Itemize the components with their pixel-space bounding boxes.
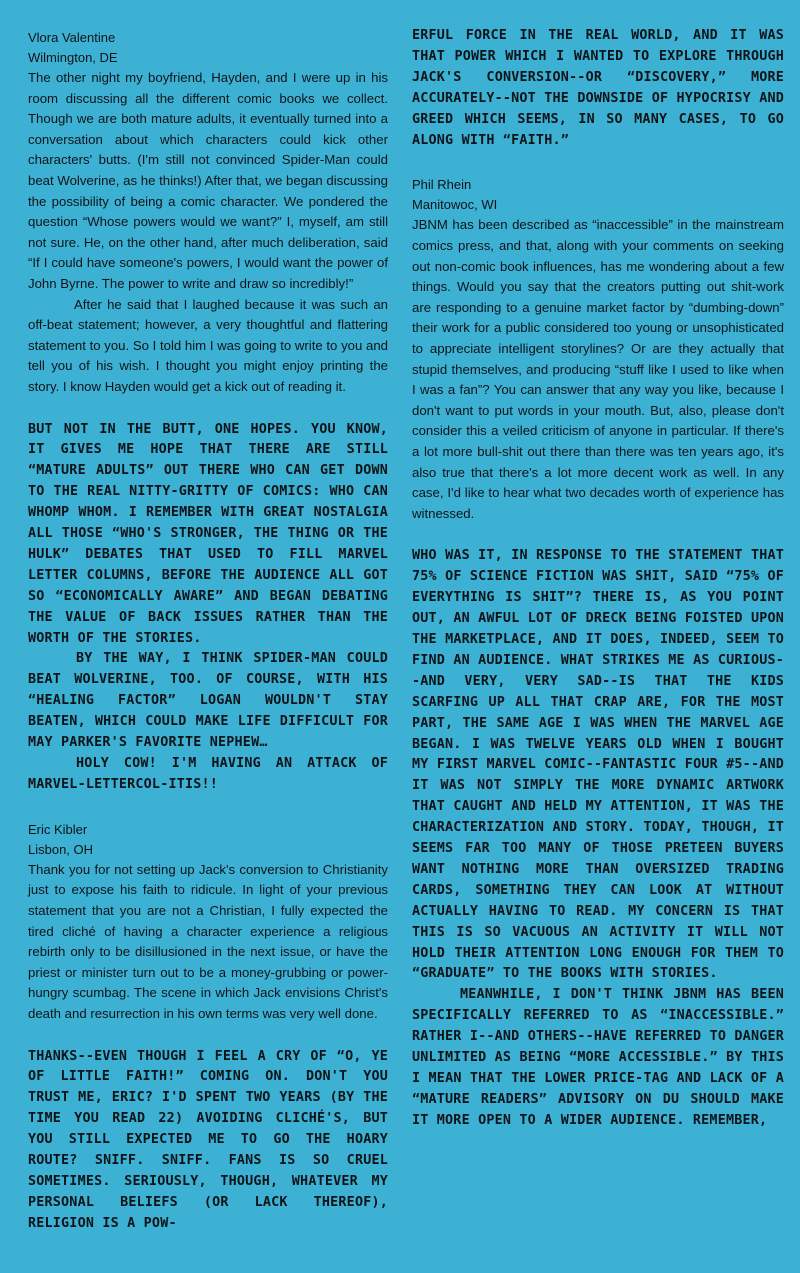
letter-paragraph: Thank you for not setting up Jack's conversion to Christianity just to expose his faith to ridicule. In light of your previous statement that you are not a Christian, I fully expected the tired cliché of having a character experience a religious rebirth only to be disillusioned in the next issue, or have the priest or minister turn out to be a money-grubbing or power-hungry scumbag. The scene in which Jack envisions Christ's death and resurrection in his own terms was very well done. <box>28 861 388 1021</box>
editor-reply-eric <box>28 1047 388 1235</box>
letter-author-location: Wilmington, DE <box>28 50 118 65</box>
letter-vlora-valentine <box>28 28 388 398</box>
left-column <box>28 28 388 1259</box>
letter-author-name: Phil Rhein <box>412 177 472 193</box>
letter-paragraph: After he said that I laughed because it was such an off-beat statement; however, a very thoughtful and flattering statement to you. So I told him I was going to write to you and tell you of his wish. I thought you might enjoy printing the story. I know Hayden would get a kick out of reading it. <box>28 296 388 394</box>
letter-author-location: Manitowoc, WI <box>412 197 498 213</box>
letter-phil-rhein <box>412 175 784 524</box>
reply-paragraph: ERFUL FORCE IN THE REAL WORLD, AND IT WAS THAT POWER WHICH I WANTED TO EXPLORE THROUGH JACK'S CONVERSION--OR “DISCOVERY,” MORE ACCURATELY--NOT THE DOWNSIDE OF HYPOCRISY AND GREED WHICH SEEMS, IN SO MANY CASES, TO GO ALONG WITH “FAITH.” <box>412 28 784 148</box>
right-column <box>412 26 784 1156</box>
reply-paragraph: WHO WAS IT, IN RESPONSE TO THE STATEMENT THAT 75% OF SCIENCE FICTION WAS SHIT, SAID “75% OF EVERYTHING IS SHIT”? THERE IS, AS YOU POINT OUT, AN AWFUL LOT OF DRECK BEING FOISTED UPON THE MARKETPLACE, AND IT DOES, INDEED, SEEM TO FIND AN AUDIENCE. WHAT STRIKES ME AS CURIOUS--AND VERY, VERY SAD--IS THAT THE KIDS SCARFING UP ALL THAT CRAP ARE, FOR THE MOST PART, THE SAME AGE I WAS WHEN THE MARVEL AGE BEGAN. I WAS TWELVE YEARS OLD WHEN I BOUGHT MY FIRST MARVEL COMIC--FANTASTIC FOUR #5--AND IT WAS NOT SIMPLY THE MORE DYNAMIC ARTWORK THAT CAUGHT AND HELD MY ATTENTION, IT WAS THE CHARACTERIZATION AND STORY. TODAY, THOUGH, IT SEEMS FAR TOO MANY OF THOSE PRETEEN BUYERS WANT NOTHING MORE THAN OVERSIZED TRADING CARDS, SOMETHING THEY CAN LOOK AT WITHOUT ACTUALLY HAVING TO READ. MY CONCERN IS THAT THIS IS SO VACUOUS AN ACTIVITY IT WILL NOT HOLD THEIR ATTENTION LONG ENOUGH FOR THEM TO “GRADUATE” TO THE BOOKS WITH STORIES. <box>412 548 784 982</box>
reply-paragraph: THANKS--EVEN THOUGH I FEEL A CRY OF “O, YE OF LITTLE FAITH!” COMING ON. DON'T YOU TRUST ME, ERIC? I'D SPENT TWO YEARS (BY THE TIME YOU READ 22) AVOIDING CLICHÉ'S, BUT YOU STILL EXPECTED ME TO GO THE HOARY ROUTE? SNIFF. SNIFF. FANS IS SO CRUEL SOMETIMES. SERIOUSLY, THOUGH, WHATEVER MY PERSONAL BELIEFS (OR LACK THEREOF), RELIGION IS A POW- <box>28 1048 388 1231</box>
editor-reply-vlora <box>28 420 388 796</box>
reply-paragraph: HOLY COW! I'M HAVING AN ATTACK OF MARVEL-LETTERCOL-ITIS!! <box>28 756 388 792</box>
editor-reply-eric-continued <box>412 26 784 151</box>
letter-eric-kibler <box>28 820 388 1025</box>
letter-author-name: Vlora Valentine <box>28 30 116 45</box>
letter-paragraph: The other night my boyfriend, Hayden, and I were up in his room discussing all the different comic books we collect. Though we are both mature adults, it eventually turned into a conversation about which characters could kick other characters' butts. (I'm still not convinced Spider-Man could beat Wolverine, as he thinks!) After that, we began discussing the possibility of being a comic character. We pondered the question “Whose powers would we want?” I, myself, am still not sure. He, on the other hand, after much deliberation, said “If I could have someone's powers, I would want the power of John Byrne. The power to write and draw so incredibly!” <box>28 70 388 291</box>
letter-author-name: Eric Kibler <box>28 821 88 837</box>
reply-paragraph: BUT NOT IN THE BUTT, ONE HOPES. YOU KNOW, IT GIVES ME HOPE THAT THERE ARE STILL “MATURE ADULTS” OUT THERE WHO CAN GET DOWN TO THE REAL NITTY-GRITTY OF COMICS: WHO CAN WHOMP WHOM. I REMEMBER WITH GREAT NOSTALGIA ALL THOSE “WHO'S STRONGER, THE THING OR THE HULK” DEBATES THAT USED TO FILL MARVEL LETTER COLUMNS, BEFORE THE AUDIENCE ALL GOT SO “ECONOMICALLY AWARE” AND BEGAN DEBATING THE VALUE OF BACK ISSUES RATHER THAN THE WORTH OF THE STORIES. <box>28 421 388 646</box>
letter-paragraph: JBNM has been described as “inaccessible” in the mainstream comics press, and that, along with your comments on seeking out non-comic book influences, has me wondering about a few things. Would you say that the creators putting out shit-work are responding to a genuine market factor by “dumbing-down” their work for a public considered too young or unsophisticated to appreciate intelligent storylines? Or are they actually that stupid themselves, and producing “stuff like I used to like when I was a fan”? You can answer that any way you like, because I don't want to put words in your mouth. But, also, please don't consider this a veiled criticism of anyone in particular. If there's a lot more bull-shit out there than there was ten years ago, it's also true that there's a lot more decent work as well. In any case, I'd like to hear what two decades worth of experience has witnessed. <box>412 217 784 521</box>
letter-author-location: Lisbon, OH <box>28 841 94 857</box>
reply-paragraph: MEANWHILE, I DON'T THINK JBNM HAS BEEN SPECIFICALLY REFERRED TO AS “INACCESSIBLE.” RATHER I--AND OTHERS--HAVE REFERRED TO DANGER UNLIMITED AS BEING “MORE ACCESSIBLE.” BY THIS I MEAN THAT THE LOWER PRICE-TAG AND LACK OF A “MATURE READERS” ADVISORY ON DU SHOULD MAKE IT MORE OPEN TO A WIDER AUDIENCE. REMEMBER, <box>412 987 784 1128</box>
editor-reply-phil <box>412 546 784 1131</box>
reply-paragraph: BY THE WAY, I THINK SPIDER-MAN COULD BEAT WOLVERINE, TOO. OF COURSE, WITH HIS “HEALING FACTOR” LOGAN WOULDN'T STAY BEATEN, WHICH COULD MAKE LIFE DIFFICULT FOR MAY PARKER'S FAVORITE NEPHEW… <box>28 651 388 751</box>
